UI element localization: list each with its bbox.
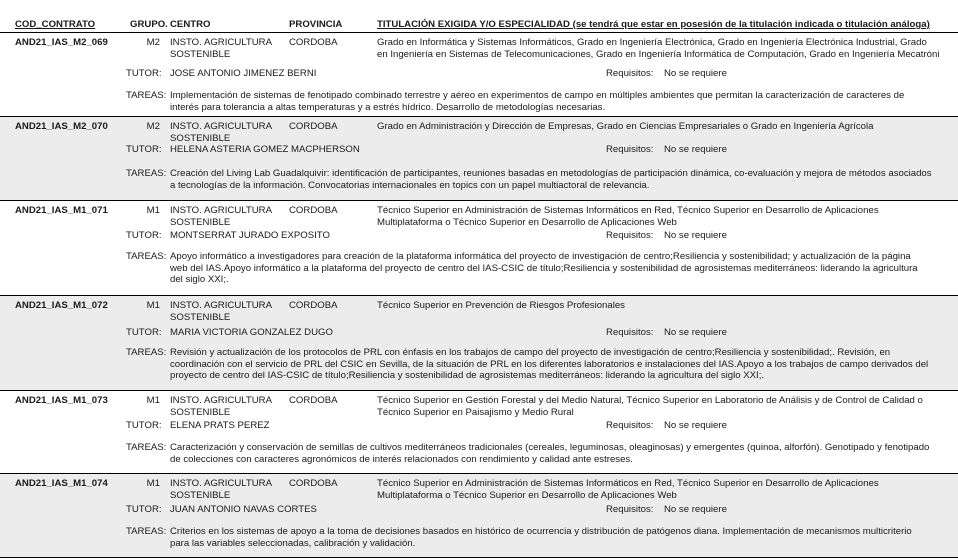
tasks-label: TAREAS: <box>126 90 167 101</box>
center-name-line: SOSTENIBLE <box>170 216 231 228</box>
group-code: M2 <box>146 121 160 132</box>
qualification-line: Grado en Administración y Dirección de Empresas, Grado en Ciencias Empresariales o Grado en Ingeniería Agrícola <box>377 121 874 132</box>
tutor-name: HELENA ASTERIA GOMEZ MACPHERSON <box>170 144 360 155</box>
contract-code: AND21_IAS_M1_074 <box>15 478 108 489</box>
tasks-line: coordinación con el servicio de PRL del CSIC en Sevilla, de la situación de PRL en los diferentes laboratorios e instalaciones del IAS.Apoyo a los trabajos de campo derivados del <box>170 358 929 370</box>
requirements-value: No se requiere <box>664 68 727 79</box>
tutor-name: ELENA PRATS PEREZ <box>170 420 270 431</box>
tutor-label: TUTOR: <box>126 420 162 431</box>
requirements-value: No se requiere <box>664 144 727 155</box>
center-name-line: INSTO. AGRICULTURA <box>170 300 272 311</box>
contract-record <box>0 391 958 474</box>
center-name-line: INSTO. AGRICULTURA <box>170 478 272 489</box>
tasks-line: del siglo XXI;. <box>170 274 229 285</box>
group-code: M1 <box>146 478 160 489</box>
col-cod-contrato: COD_CONTRATO <box>15 19 96 30</box>
qualification-line: Multiplataforma o Técnico Superior en Desarrollo de Aplicaciones Web <box>377 489 677 501</box>
qualification-line: Técnico Superior en Paisajismo y Medio Rural <box>377 406 574 418</box>
province: CORDOBA <box>289 395 338 406</box>
requirements-label: Requisitos: <box>606 230 654 241</box>
tasks-line: Caracterización y conservación de semillas de cultivos mediterráneos tradicionales (cereales, leguminosas, oleaginosas) y emergentes (quinoa, alforfón). Genotipado y fenotipado <box>170 442 930 453</box>
qualification-line: Técnico Superior en Administración de Sistemas Informáticos en Red, Técnico Superior en Desarrollo de Aplicaciones <box>377 478 879 489</box>
col-centro: CENTRO <box>170 19 211 30</box>
requirements-label: Requisitos: <box>606 420 654 431</box>
group-code: M1 <box>146 395 160 406</box>
qualification-line: Multiplataforma o Técnico Superior en Desarrollo de Aplicaciones Web <box>377 216 677 228</box>
tutor-name: JUAN ANTONIO NAVAS CORTES <box>170 504 317 515</box>
contract-list <box>0 33 958 558</box>
tasks-label: TAREAS: <box>126 347 167 358</box>
tasks-line: web del IAS.Apoyo informático a la plataforma del proyecto de centro del IAS-CSIC de título;Resiliencia y sostenibilidad de agrosistemas mediterráneos: liderando la agricultura <box>170 262 918 274</box>
group-code: M1 <box>146 300 160 311</box>
contract-record <box>0 474 958 558</box>
tasks-line: interés para tolerancia a altas temperaturas y a estrés hídrico. Desarrollo de metodologías necesarias. <box>170 101 606 113</box>
tasks-line: proyecto de centro del IAS-CSIC de título;Resiliencia y sostenibilidad de agrosistemas mediterráneos: liderando la agricultura del siglo XXI;. <box>170 370 765 381</box>
contract-record <box>0 201 958 296</box>
contract-record <box>0 296 958 391</box>
tasks-line: para las variables seleccionadas, calibración y validación. <box>170 537 416 549</box>
col-titulacion: TITULACIÓN EXIGIDA Y/O ESPECIALIDAD (se tendrá que estar en posesión de la titulación indicada o titulación análoga) <box>377 19 930 30</box>
qualification-line: Técnico Superior en Gestión Forestal y del Medio Natural, Técnico Superior en Laboratorio de Análisis y de Control de Calidad o <box>377 395 923 406</box>
contract-record <box>0 33 958 117</box>
group-code: M2 <box>146 37 160 48</box>
requirements-label: Requisitos: <box>606 144 654 155</box>
qualification-line: Técnico Superior en Prevención de Riesgos Profesionales <box>377 300 625 311</box>
center-name-line: SOSTENIBLE <box>170 406 231 418</box>
table-header <box>0 0 958 33</box>
center-name-line: INSTO. AGRICULTURA <box>170 37 272 48</box>
center-name-line: SOSTENIBLE <box>170 132 231 144</box>
requirements-label: Requisitos: <box>606 504 654 515</box>
tasks-line: de colecciones con caracteres agronómicos de interés relacionados con rendimiento y calidad ante estreses. <box>170 453 633 465</box>
contract-code: AND21_IAS_M1_073 <box>15 395 108 406</box>
contract-code: AND21_IAS_M1_071 <box>15 205 108 216</box>
province: CORDOBA <box>289 300 338 311</box>
requirements-label: Requisitos: <box>606 327 654 338</box>
contract-record <box>0 117 958 201</box>
tutor-label: TUTOR: <box>126 504 162 515</box>
tasks-label: TAREAS: <box>126 526 167 537</box>
province: CORDOBA <box>289 37 338 48</box>
center-name-line: SOSTENIBLE <box>170 489 231 501</box>
qualification-line: Grado en Informática y Sistemas Informáticos, Grado en Ingeniería Electrónica, Grado en Ingeniería Electrónica Industrial, Grado <box>377 37 927 48</box>
requirements-value: No se requiere <box>664 504 727 515</box>
tutor-label: TUTOR: <box>126 144 162 155</box>
province: CORDOBA <box>289 121 338 132</box>
tutor-label: TUTOR: <box>126 68 162 79</box>
center-name-line: INSTO. AGRICULTURA <box>170 395 272 406</box>
tasks-label: TAREAS: <box>126 168 167 179</box>
tasks-label: TAREAS: <box>126 442 167 453</box>
center-name-line: INSTO. AGRICULTURA <box>170 121 272 132</box>
tutor-name: MARIA VICTORIA GONZALEZ DUGO <box>170 327 333 338</box>
contract-code: AND21_IAS_M2_070 <box>15 121 108 132</box>
contract-code: AND21_IAS_M2_069 <box>15 37 108 48</box>
group-code: M1 <box>146 205 160 216</box>
qualification-line: en Ingeniería en Sistemas de Telecomunicaciones, Grado en Ingeniería Informática de Computación, Grado en Ingeniería Mecatróni <box>377 48 940 60</box>
qualification-line: Técnico Superior en Administración de Sistemas Informáticos en Red, Técnico Superior en Desarrollo de Aplicaciones <box>377 205 879 216</box>
tutor-label: TUTOR: <box>126 327 162 338</box>
requirements-value: No se requiere <box>664 230 727 241</box>
province: CORDOBA <box>289 205 338 216</box>
tutor-label: TUTOR: <box>126 230 162 241</box>
center-name-line: SOSTENIBLE <box>170 311 231 323</box>
requirements-value: No se requiere <box>664 327 727 338</box>
tasks-line: Criterios en los sistemas de apoyo a la toma de decisiones basados en histórico de ocurrencia y distribución de patógenos diana. Implementación de mecanismos multicriterio <box>170 526 912 537</box>
tutor-name: MONTSERRAT JURADO EXPOSITO <box>170 230 330 241</box>
contract-code: AND21_IAS_M1_072 <box>15 300 108 311</box>
tasks-line: Revisión y actualización de los protocolos de PRL con énfasis en los trabajos de campo del proyecto de investigación de centro;Resiliencia y sostenibilidad;. Revisión, en <box>170 347 891 358</box>
tutor-name: JOSE ANTONIO JIMENEZ BERNI <box>170 68 317 79</box>
tasks-line: Implementación de sistemas de fenotipado combinado terrestre y aéreo en experimentos de campo en múltiples ambientes que permitan la caracterización de caracteres de <box>170 90 905 101</box>
center-name-line: SOSTENIBLE <box>170 48 231 60</box>
tasks-line: Creación del Living Lab Guadalquivir: identificación de participantes, reuniones basadas en metodologías de participación dinámica, co-evaluación y mejora de métodos asociados <box>170 168 932 179</box>
tasks-label: TAREAS: <box>126 251 167 262</box>
col-provincia: PROVINCIA <box>289 19 343 30</box>
tasks-line: Apoyo informático a investigadores para creación de la plataforma informática del proyecto de investigación de centro;Resiliencia y sostenibilidad; y actualización de la página <box>170 251 911 262</box>
col-grupo: GRUPO. <box>130 19 168 30</box>
requirements-label: Requisitos: <box>606 68 654 79</box>
tasks-line: a tecnologías de la información. Convocatorias internacionales en topics con un papel multiactoral de relevancia. <box>170 179 650 191</box>
requirements-value: No se requiere <box>664 420 727 431</box>
center-name-line: INSTO. AGRICULTURA <box>170 205 272 216</box>
province: CORDOBA <box>289 478 338 489</box>
